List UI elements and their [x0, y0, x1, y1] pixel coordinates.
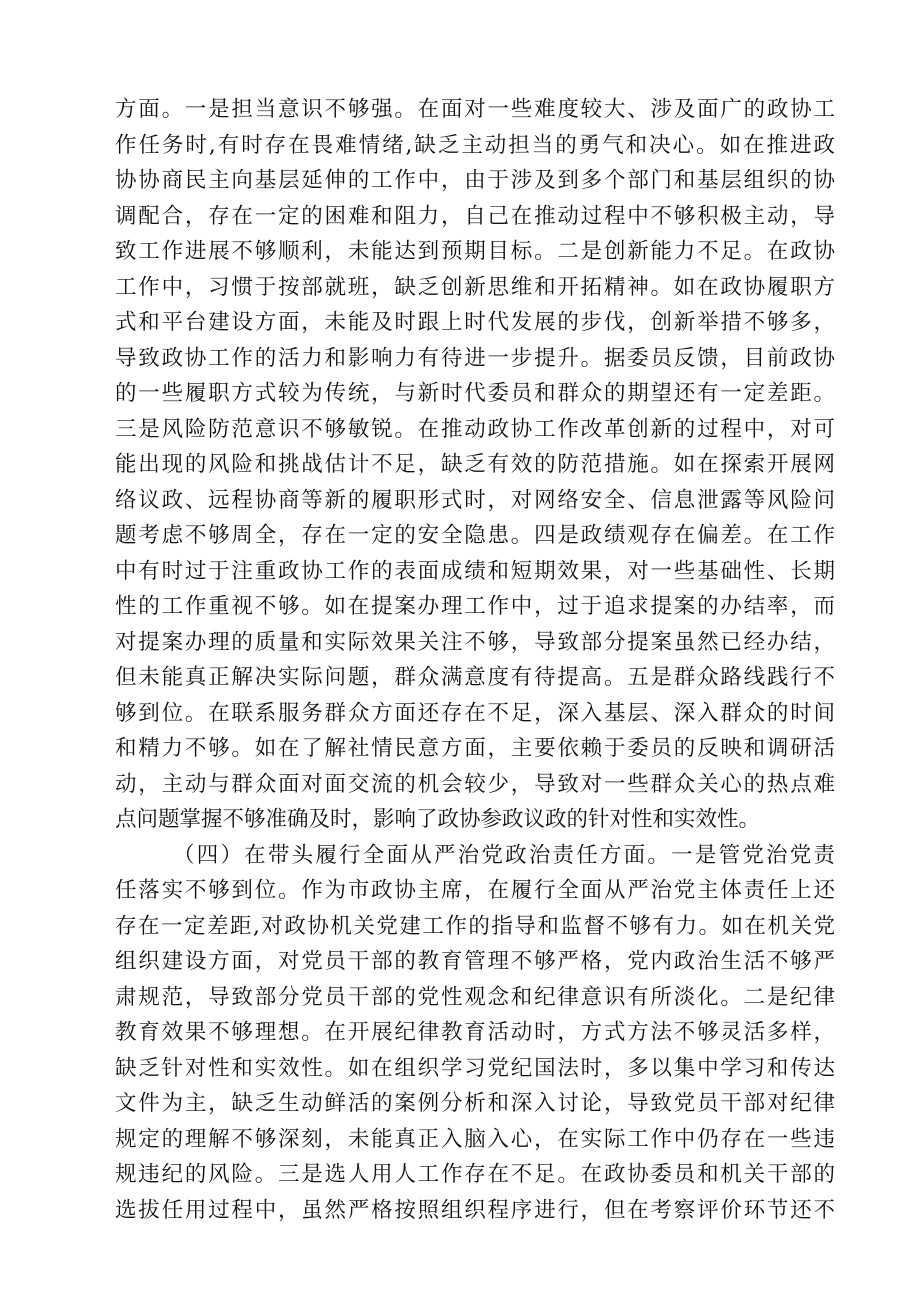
text-line: 规定的理解不够深刻，未能真正入脑入心，在实际工作中仍存在一些违	[115, 1126, 835, 1152]
text-line: 的一些履职方式较为传统，与新时代委员和群众的期望还有一定差距。	[115, 381, 835, 406]
text-line: 络议政、远程协商等新的履职形式时，对网络安全、信息泄露等风险问	[115, 487, 835, 513]
text-line: 教育效果不够理想。在开展纪律教育活动时，方式方法不够灵活多样，	[115, 1020, 835, 1045]
text-line: 任落实不够到位。作为市政协主席，在履行全面从严治党主体责任上还	[115, 878, 835, 903]
text-line: 式和平台建设方面，未能及时跟上时代发展的步伐，创新举措不够多，	[115, 310, 835, 335]
text-line: 但未能真正解决实际问题，群众满意度有待提高。五是群众路线践行不	[115, 665, 835, 690]
text-line: 方面。一是担当意识不够强。在面对一些难度较大、涉及面广的政协工	[115, 97, 835, 122]
body-text	[115, 92, 835, 1228]
text-line: 肃规范，导致部分党员干部的党性观念和纪律意识有所淡化。二是纪律	[115, 984, 835, 1010]
text-line: 规违纪的风险。三是选人用人工作存在不足。在政协委员和机关干部的	[115, 1162, 835, 1187]
text-line: 缺乏针对性和实效性。如在组织学习党纪国法时，多以集中学习和传达	[115, 1055, 835, 1081]
text-line: 题考虑不够周全，存在一定的安全隐患。四是政绩观存在偏差。在工作	[115, 523, 835, 548]
text-line: 协协商民主向基层延伸的工作中，由于涉及到多个部门和基层组织的协	[115, 168, 835, 193]
text-line: 作任务时,有时存在畏难情绪,缺乏主动担当的勇气和决心。如在推进政	[115, 132, 835, 158]
text-line: 导致政协工作的活力和影响力有待进一步提升。据委员反馈，目前政协	[115, 345, 835, 371]
text-line: 够到位。在联系服务群众方面还存在不足，深入基层、深入群众的时间	[115, 700, 835, 726]
text-line: 动，主动与群众面对面交流的机会较少，导致对一些群众关心的热点难	[115, 771, 835, 797]
section-heading-line: （四）在带头履行全面从严治党政治责任方面。一是管党治党责	[173, 842, 835, 868]
text-line: 三是风险防范意识不够敏锐。在推动政协工作改革创新的过程中，对可	[115, 416, 835, 442]
text-line: 工作中，习惯于按部就班，缺乏创新思维和开拓精神。如在政协履职方	[115, 274, 835, 300]
text-line: 性的工作重视不够。如在提案办理工作中，过于追求提案的办结率，而	[115, 594, 835, 619]
text-line: 组织建设方面，对党员干部的教育管理不够严格，党内政治生活不够严	[115, 949, 835, 974]
text-line: 存在一定差距,对政协机关党建工作的指导和监督不够有力。如在机关党	[115, 913, 835, 939]
text-line: 中有时过于注重政协工作的表面成绩和短期效果，对一些基础性、长期	[115, 558, 835, 584]
text-line: 和精力不够。如在了解社情民意方面，主要依赖于委员的反映和调研活	[115, 736, 835, 761]
text-line: 能出现的风险和挑战估计不足，缺乏有效的防范措施。如在探索开展网	[115, 452, 835, 477]
text-line: 致工作进展不够顺利，未能达到预期目标。二是创新能力不足。在政协	[115, 239, 835, 264]
paragraph-end-line: 点问题掌握不够准确及时，影响了政协参政议政的针对性和实效性。	[115, 807, 761, 832]
text-line: 对提案办理的质量和实际效果关注不够，导致部分提案虽然已经办结，	[115, 629, 835, 655]
text-line: 选拔任用过程中，虽然严格按照组织程序进行，但在考察评价环节还不	[115, 1197, 835, 1223]
text-line: 调配合，存在一定的困难和阻力，自己在推动过程中不够积极主动，导	[115, 203, 835, 229]
text-line: 文件为主，缺乏生动鲜活的案例分析和深入讨论，导致党员干部对纪律	[115, 1091, 835, 1116]
